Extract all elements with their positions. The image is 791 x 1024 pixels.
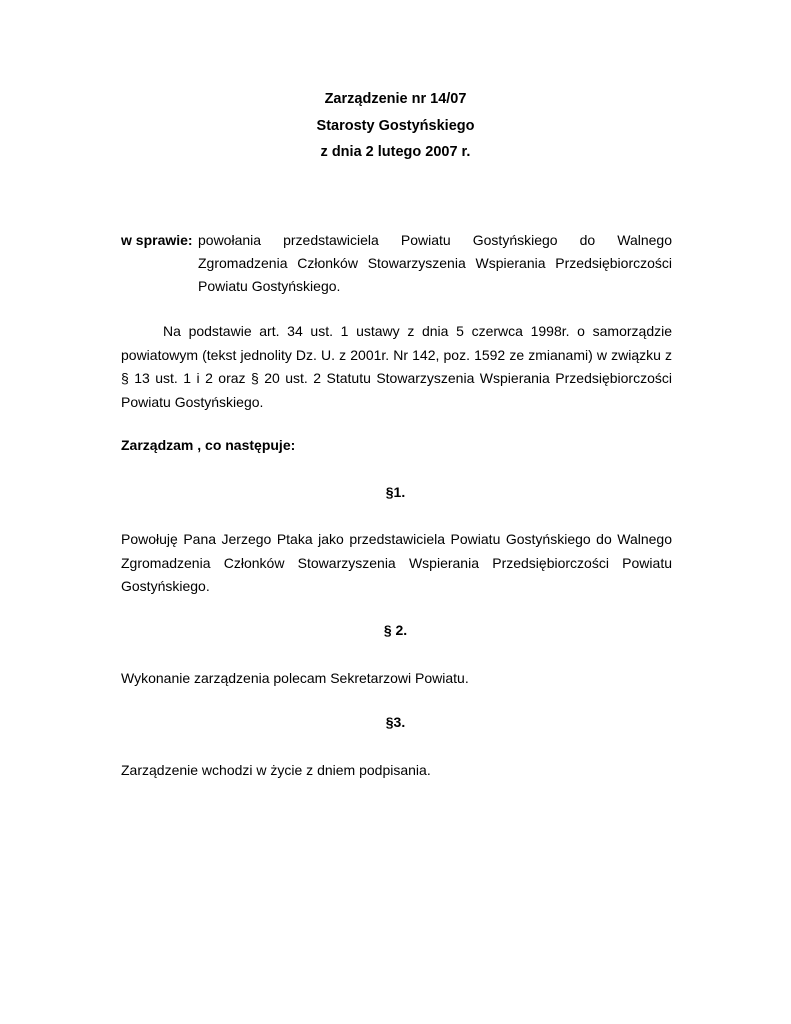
section-2-heading: § 2. (383, 622, 408, 638)
subject-block (121, 229, 672, 298)
title-line-number: Zarządzenie nr 14/07 (324, 91, 467, 107)
section-3-text: Zarządzenie wchodzi w życie z dniem podpisania. (121, 762, 431, 778)
subject-text: powołania przedstawiciela Powiatu Gostyńskiego do Walnego Zgromadzenia Członków Stowarzyszenia Wspierania Przedsiębiorczości Powiatu Gostyńskiego. (198, 232, 672, 294)
title-line-issuer: Starosty Gostyńskiego (316, 117, 475, 134)
subject-label: w sprawie: (121, 232, 193, 248)
section-2-text: Wykonanie zarządzenia polecam Sekretarzowi Powiatu. (121, 670, 469, 686)
title-line-date: z dnia 2 lutego 2007 r. (320, 144, 471, 160)
legal-basis-paragraph: Na podstawie art. 34 ust. 1 ustawy z dnia 5 czerwca 1998r. o samorządzie powiatowym (tekst jednolity Dz. U. z 2001r. Nr 142, poz. 1592 ze zmianami) w związku z § 13 ust. 1 i 2 oraz § 20 ust. 2 Statutu Stowarzyszenia Wspierania Przedsiębiorczości Powiatu Gostyńskiego. (121, 323, 672, 410)
section-1-text: Powołuję Pana Jerzego Ptaka jako przedstawiciela Powiatu Gostyńskiego do Walnego Zgromadzenia Członków Stowarzyszenia Wspierania Przedsiębiorczości Powiatu Gostyńskiego. (121, 531, 672, 594)
section-1-heading: §1. (385, 484, 406, 500)
ordering-clause: Zarządzam , co następuje: (121, 437, 296, 453)
section-3-heading: §3. (385, 714, 406, 730)
document-title (0, 86, 791, 166)
